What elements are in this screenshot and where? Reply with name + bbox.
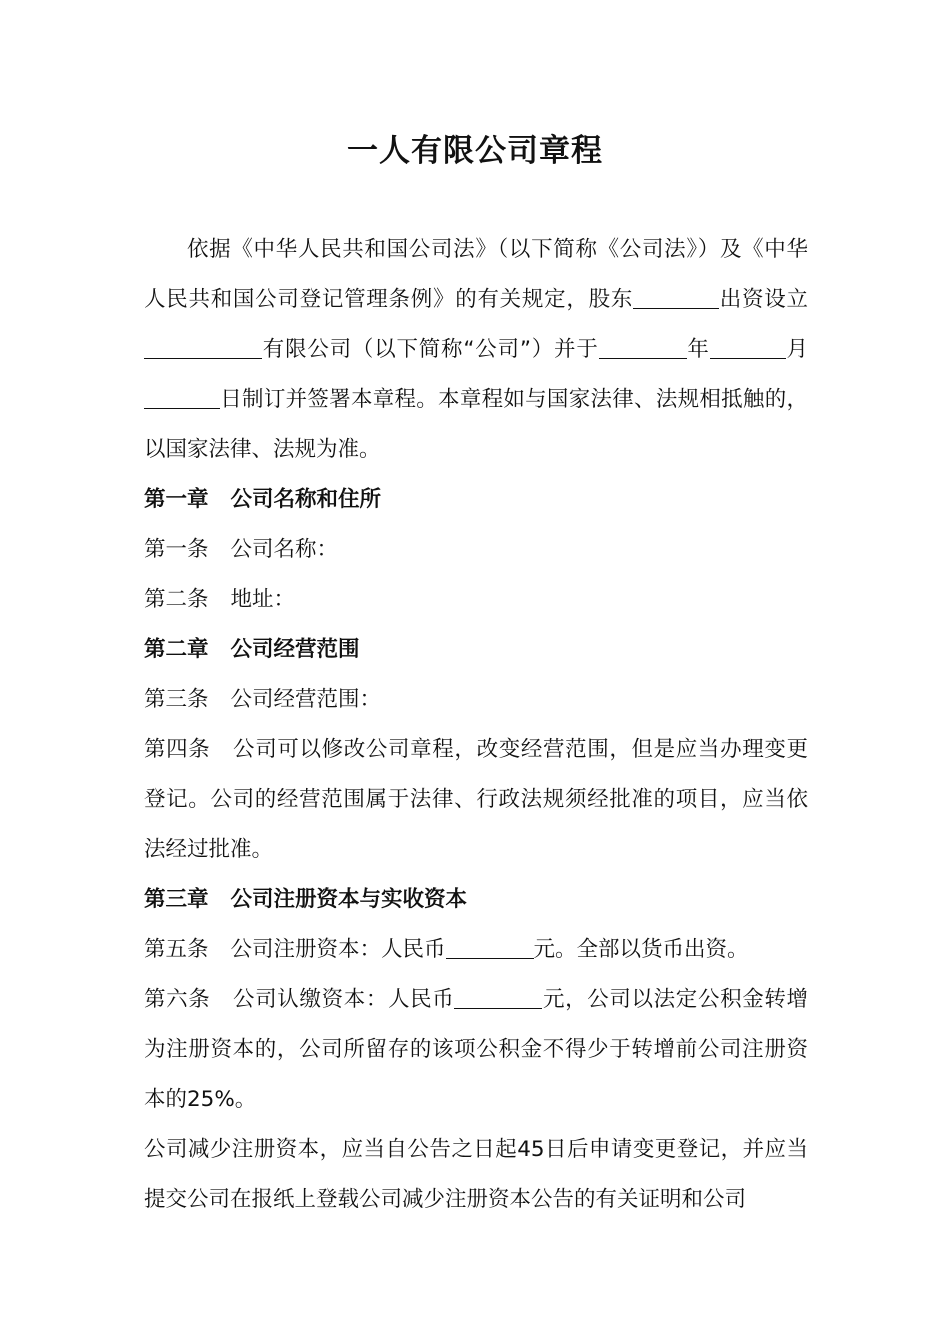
- article-6-text-after: 元，公司以法定公积金转增为注册资本的，公司所留存的该项公积金不得少于转增前公司注册资本的25%。: [144, 987, 808, 1112]
- article-2-number: 第二条: [144, 587, 209, 612]
- intro-text-2: 出资设立: [719, 287, 808, 312]
- article-1-number: 第一条: [144, 537, 209, 562]
- document-body: [144, 225, 808, 1225]
- article-3-number: 第三条: [144, 687, 209, 712]
- article-6-text-before: 公司认缴资本：人民币: [232, 987, 455, 1012]
- chapter-1-title: 公司名称和住所: [230, 487, 382, 512]
- intro-paragraph: [144, 225, 808, 475]
- subscribed-capital-blank: [454, 987, 542, 1010]
- capital-reduction-paragraph: 公司减少注册资本，应当自公告之日起45日后申请变更登记，并应当提交公司在报纸上登载公司减少注册资本公告的有关证明和公司: [144, 1137, 808, 1212]
- article-4-number: 第四条: [144, 737, 211, 762]
- chapter-2-heading: [144, 625, 808, 675]
- article-5-text-after: 元。全部以货币出资。: [533, 937, 749, 962]
- registered-capital-blank: [446, 937, 534, 960]
- intro-text-1: 依据《中华人民共和国公司法》（以下简称《公司法》）及《中华人民共和国公司登记管理条例》的有关规定，股东: [144, 237, 808, 312]
- chapter-3-title: 公司注册资本与实收资本: [230, 887, 468, 912]
- company-name-blank: [144, 337, 262, 360]
- chapter-1-heading: [144, 475, 808, 525]
- chapter-2-number: 第二章: [144, 637, 209, 662]
- chapter-3-number: 第三章: [144, 887, 209, 912]
- document-title: 一人有限公司章程: [347, 133, 603, 169]
- article-2: [144, 575, 808, 625]
- intro-text-4: 年: [686, 337, 710, 362]
- article-3-text: 公司经营范围：: [230, 687, 382, 712]
- article-2-text: 地址：: [230, 587, 296, 612]
- article-1: [144, 525, 808, 575]
- article-6-number: 第六条: [144, 987, 211, 1012]
- article-4: [144, 725, 808, 875]
- article-5-number: 第五条: [144, 937, 209, 962]
- year-blank: [599, 337, 687, 360]
- article-5-text-before: 公司注册资本：人民币: [230, 937, 446, 962]
- chapter-2-title: 公司经营范围: [230, 637, 360, 662]
- month-blank: [710, 337, 786, 360]
- chapter-1-number: 第一章: [144, 487, 209, 512]
- intro-text-6: 日制订并签署本章程。本章程如与国家法律、法规相抵触的，以国家法律、法规为准。: [144, 387, 808, 462]
- article-1-text: 公司名称：: [230, 537, 339, 562]
- chapter-3-heading: [144, 875, 808, 925]
- intro-text-5: 月: [785, 337, 808, 362]
- intro-text-3: 有限公司（以下简称“公司”）并于: [262, 337, 599, 362]
- day-blank: [144, 387, 220, 410]
- shareholder-blank: [633, 287, 719, 310]
- article-3: [144, 675, 808, 725]
- article-6: [144, 975, 808, 1125]
- article-5: [144, 925, 808, 975]
- article-4-text: 公司可以修改公司章程，改变经营范围，但是应当办理变更登记。公司的经营范围属于法律、行政法规须经批准的项目，应当依法经过批准。: [144, 737, 808, 862]
